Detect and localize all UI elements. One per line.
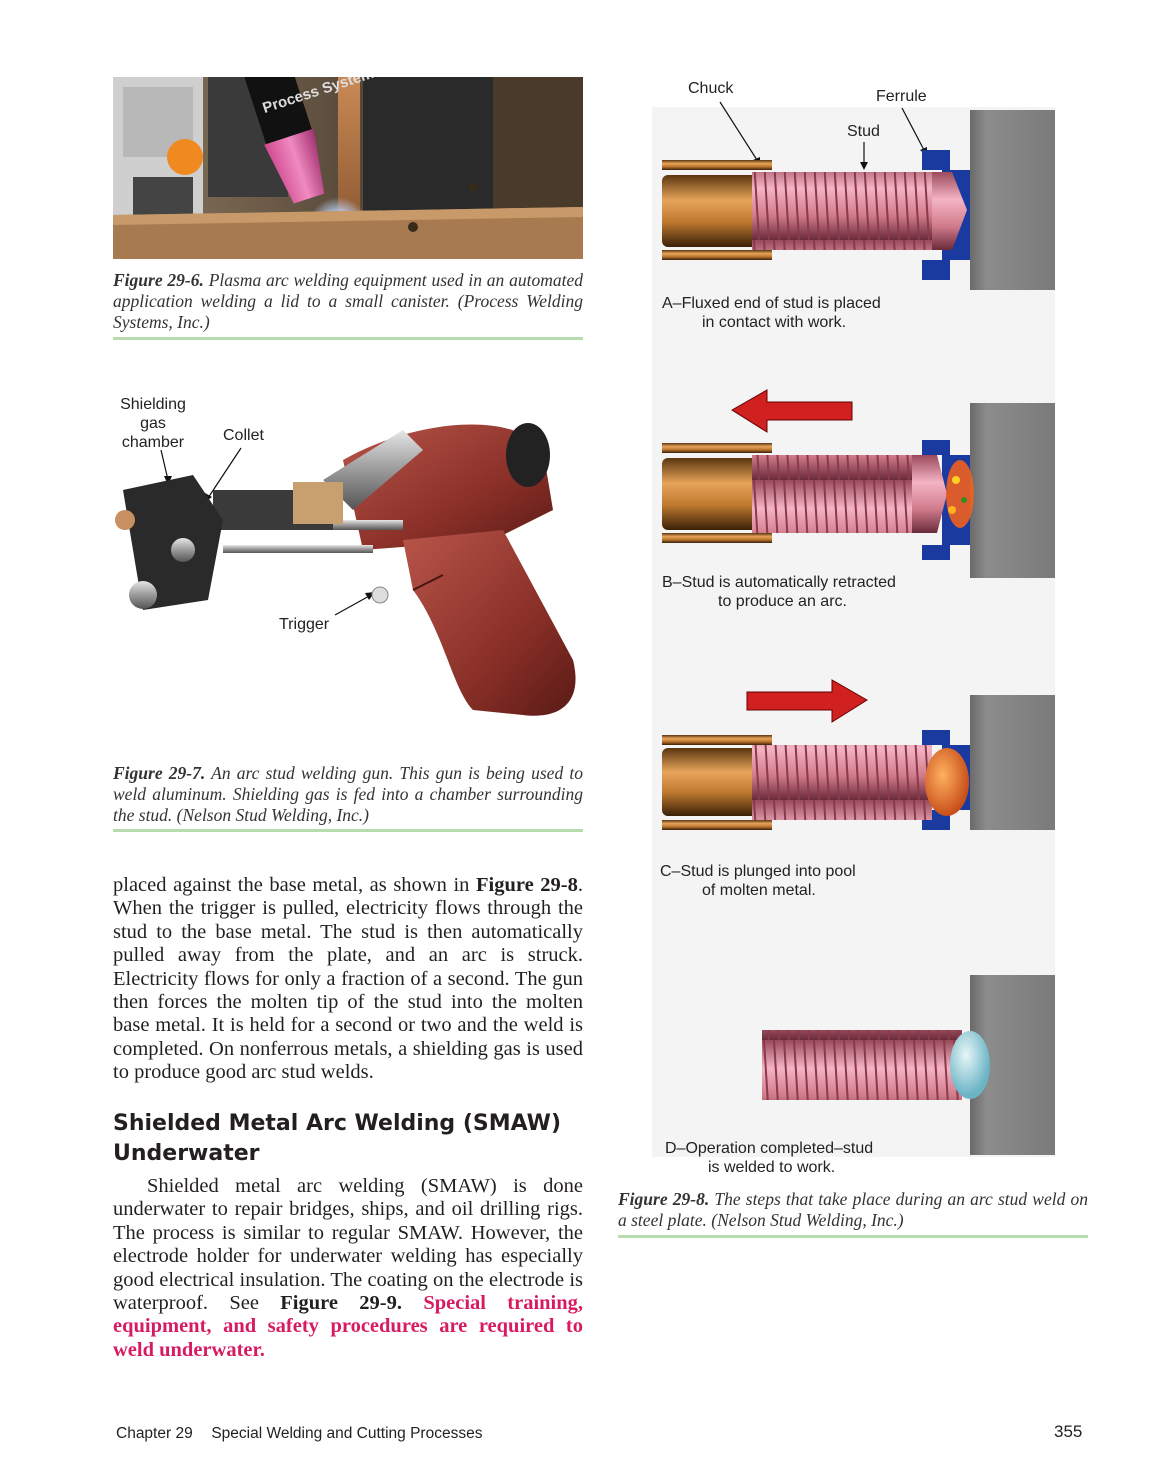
step-d-caption (665, 1139, 925, 1177)
step-a-line-2: in contact with work. (702, 314, 847, 331)
step-b-caption (662, 573, 932, 611)
figure-29-6-text: Plasma arc welding equipment used in an automated application welding a lid to a small canister. (Process Welding Systems, Inc.) (113, 270, 583, 332)
page-number: 355 (1054, 1422, 1083, 1441)
label-trigger: Trigger (279, 616, 330, 633)
body-paragraph-2 (113, 1175, 583, 1362)
step-d-drawing (762, 975, 1055, 1155)
heading-line-1: Shielded Metal Arc Welding (SMAW) (113, 1111, 561, 1136)
footer-chapter-title: Special Welding and Cutting Processes (211, 1425, 483, 1442)
figure-29-7-text: An arc stud welding gun. This gun is being used to weld aluminum. Shielding gas is fed into a chamber surrounding the stud. (Nelson Stud Welding, Inc.) (113, 763, 583, 825)
figure-29-6-caption (113, 270, 583, 333)
figure-29-7-rule (113, 829, 583, 832)
figure-29-8-diagram (652, 80, 1055, 1160)
p2-figure-ref[interactable]: Figure 29-9. (280, 1292, 402, 1315)
figure-29-6-rule (113, 337, 583, 340)
step-a-line-1: A–Fluxed end of stud is placed (662, 295, 881, 312)
figure-29-7-photo (113, 390, 583, 750)
label-collet: Collet (223, 427, 264, 444)
figure-29-6-photo (113, 77, 583, 259)
heading-line-2: Underwater (113, 1141, 260, 1166)
p1-start: placed against the base metal, as shown in (113, 874, 470, 896)
p1-rest: . When the trigger is pulled, electricity flows through the stud to the base metal. The stud is then automatically pulled away from the plate, and an arc is struck. Electricity flows for only a fraction of a second. The gun then forces the molten tip of the stud into the molten base metal. It is held for a second or two and the weld is completed. On nonferrous metals, a shielding gas is used to produce good arc stud welds. (113, 874, 583, 1084)
label-shielding-gas-chamber: Shielding gas chamber (120, 396, 186, 451)
safety-warning: Special training, equipment, and safety procedures are required to weld underwater. (113, 1292, 584, 1361)
label-stud: Stud (847, 123, 880, 140)
step-a-drawing (662, 110, 1055, 290)
step-c-drawing (662, 680, 1055, 830)
figure-29-8-number: Figure 29-8. (618, 1189, 710, 1209)
figure-29-7-caption (113, 763, 583, 826)
step-b-line-2: to produce an arc. (718, 593, 847, 610)
p1-figure-ref[interactable]: Figure 29-8 (476, 874, 578, 896)
footer-chapter-number: Chapter 29 (116, 1425, 193, 1442)
step-d-line-1: D–Operation completed–stud (665, 1140, 874, 1157)
body-paragraph-1 (113, 874, 583, 1085)
section-heading (113, 1109, 583, 1169)
figure-29-7-number: Figure 29-7. (113, 763, 206, 783)
p2-start: Shielded metal arc welding (SMAW) is done underwater to repair bridges, ships, and oil drilling rigs. The process is similar to regular SMAW. However, the electrode holder for underwater welding has especially good electrical insulation. The coating on the electrode is waterproof. See (113, 1175, 583, 1315)
step-a-caption (662, 294, 922, 332)
label-chuck: Chuck (688, 80, 734, 97)
step-c-line-1: C–Stud is plunged into pool (660, 863, 856, 880)
figure-29-8-caption (618, 1189, 1088, 1231)
footer-chapter (116, 1425, 482, 1443)
step-b-drawing (662, 390, 1055, 578)
step-c-caption (660, 862, 920, 900)
label-ferrule: Ferrule (876, 88, 927, 105)
step-b-line-1: B–Stud is automatically retracted (662, 574, 896, 591)
step-c-line-2: of molten metal. (702, 882, 816, 899)
figure-29-6-number: Figure 29-6. (113, 270, 204, 290)
figure-29-8-text: The steps that take place during an arc stud weld on a steel plate. (Nelson Stud Welding, Inc.) (618, 1189, 1088, 1230)
figure-29-8-rule (618, 1235, 1088, 1238)
step-d-line-2: is welded to work. (708, 1159, 836, 1176)
